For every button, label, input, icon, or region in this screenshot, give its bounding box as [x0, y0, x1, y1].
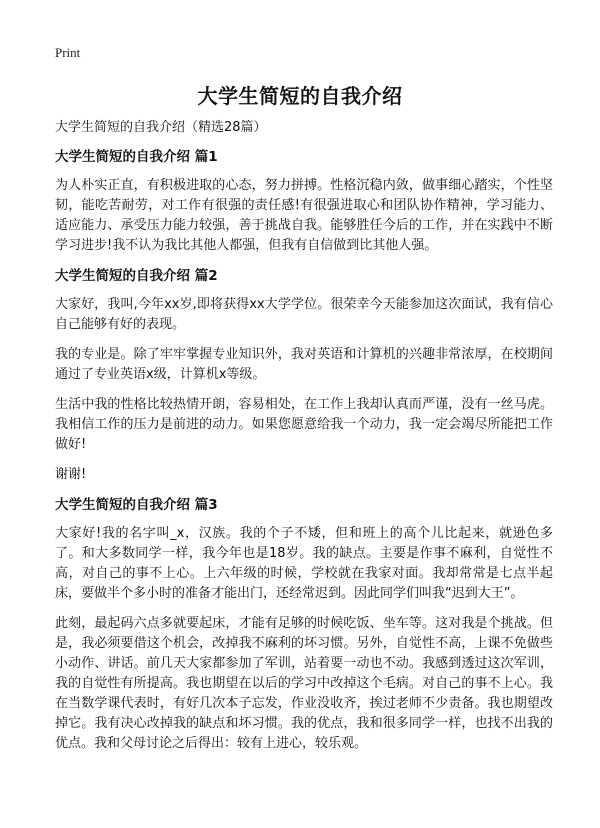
section-heading: 大学生简短的自我介绍 篇2 [55, 268, 218, 284]
paragraph: 为人朴实正直，有积极进取的心态，努力拼搏。性格沉稳内敛，做事细心踏实，个性坚韧，能吃苦耐劳，对工作有很强的责任感!有很强进取心和团队协作精神，学习能力、适应能力、承受压力能力较强，善于挑战自我。能够胜任今后的工作，并在实践中不断学习进步!我不认为我比其他人都强，但我有自信做到比其他人强。 [55, 178, 553, 253]
paragraph: 此刻，最起码六点多就要起床，才能有足够的时候吃饭、坐车等。这对我是个挑战。但是，我必须要借这个机会，改掉我不麻利的坏习惯。另外，自觉性不高，上课不免做些小动作、讲话。前几天大家都参加了军训，站着要一动也不动。我感到透过这次军训，我的自觉性有所提高。我也期望在以后的学习中改掉这个毛病。对自己的事不上心。我在当数学课代表时，有好几次本子忘发，作业没收齐，挨过老师不少责备。我也期望改掉它。我有决心改掉我的缺点和坏习惯。我的优点，我和很多同学一样，也找不出我的优点。我和父母讨论之后得出：较有上进心，较乐观。 [55, 616, 553, 751]
document-body [55, 118, 553, 764]
section-heading: 大学生简短的自我介绍 篇3 [55, 497, 218, 513]
section-2 [55, 266, 553, 485]
paragraph: 谢谢! [55, 467, 87, 482]
document-subtitle: 大学生简短的自我介绍（精选28篇） [55, 120, 267, 135]
page-title: 大学生简短的自我介绍 [197, 84, 403, 108]
print-link[interactable]: Print [55, 45, 81, 60]
section-heading: 大学生简短的自我介绍 篇1 [55, 149, 218, 165]
paragraph: 我的专业是。除了牢牢掌握专业知识外，我对英语和计算机的兴趣非常浓厚，在校期间通过了专业英语x级，计算机x等级。 [55, 347, 553, 382]
section-3 [55, 495, 553, 754]
paragraph: 生活中我的性格比较热情开朗，容易相处，在工作上我却认真而严谨，没有一丝马虎。我相信工作的压力是前进的动力。如果您愿意给我一个动力，我一定会竭尽所能把工作做好! [55, 397, 553, 452]
paragraph: 大家好，我叫,今年xx岁,即将获得xx大学学位。很荣幸今天能参加这次面试，我有信心自己能够有好的表现。 [55, 297, 553, 332]
paragraph: 大家好!我的名字叫_x，汉族。我的个子不矮，但和班上的高个儿比起来，就逊色多了。和大多数同学一样，我今年也是18岁。我的缺点。主要是作事不麻利，自觉性不高，对自己的事不上心。上六年级的时候，学校就在我家对面。我却常常是七点半起床，要做半个多小时的准备才能出门，还经常迟到。因此同学们叫我“迟到大王”。 [55, 526, 553, 601]
section-1 [55, 147, 553, 256]
